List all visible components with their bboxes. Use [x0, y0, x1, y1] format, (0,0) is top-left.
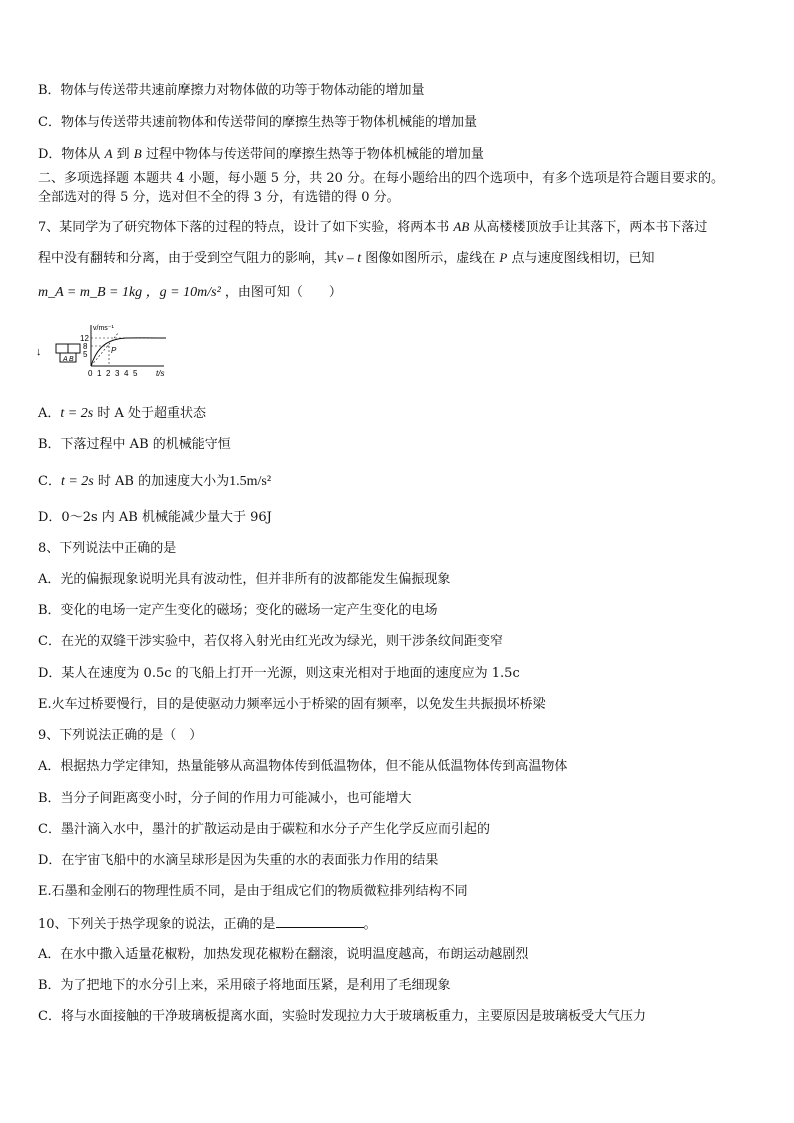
book-a: [56, 344, 68, 353]
q6-option-b: B．物体与传送带共速前摩擦力对物体做的功等于物体动能的增加量: [38, 83, 425, 98]
q10-option-c: C．将与水面接触的干净玻璃板提离水面，实验时发现拉力大于玻璃板重力，主要原因是玻璃板受大气压力: [38, 1009, 646, 1024]
section2-instructions-line1: 二、多项选择题 本题共 4 小题，每小题 5 分，共 20 分。在每小题给出的四个选项中，有多个选项是符合题目要求的。: [38, 171, 725, 186]
y-axis-unit: v/ms⁻¹: [93, 325, 114, 332]
q9-option-a: A．根据热力学定律知，热量能够从高温物体传到低温物体，但不能从低温物体传到高温物体: [38, 759, 568, 774]
q7-text-f: ，由图可知（ ）: [220, 285, 342, 300]
q6-option-d: [38, 145, 484, 164]
q7-option-c-label: C．: [38, 474, 61, 489]
q7-vt: v – t: [337, 251, 362, 266]
q7-stem-line3: [38, 284, 342, 302]
x-tick-0: 0: [88, 369, 93, 378]
x-tick-4: 4: [124, 369, 129, 378]
q7-text-e: 点与速度图线相切，已知: [507, 251, 655, 266]
q7-p: P: [499, 250, 508, 265]
q6-option-d-pre: D．物体从: [38, 147, 105, 162]
q8-option-e: E.火车过桥要慢行，目的是使驱动力频率远小于桥梁的固有频率，以免发生共振损坏桥梁: [38, 697, 546, 712]
q9-option-c: C．墨汁滴入水中，墨汁的扩散运动是由于碳粒和水分子产生化学反应而引起的: [38, 822, 490, 837]
q6-point-a: A: [104, 146, 113, 161]
q8-stem: 8、下列说法中正确的是: [38, 541, 177, 556]
y-tick-5: 5: [83, 350, 88, 359]
q7-option-c-value: 1.5m/s²: [229, 474, 272, 489]
q7-option-d: D．0～2s 内 AB 机械能减少量大于 96J: [38, 510, 272, 525]
q6-point-b: B: [133, 146, 142, 161]
q10-stem: [38, 915, 377, 934]
velocity-curve: [91, 338, 166, 366]
q9-option-e: E.石墨和金刚石的物理性质不同，是由于组成它们的物质微粒排列结构不同: [38, 884, 468, 899]
answer-blank: [276, 915, 364, 928]
section2-instructions-line2: 全部选对的得 5 分，选对但不全的得 3 分，有选错的得 0 分。: [38, 190, 400, 205]
q6-option-c: C．物体与传送带共速前物体和传送带间的摩擦生热等于物体机械能的增加量: [38, 115, 477, 130]
q10-stem-end: 。: [363, 917, 377, 932]
q8-option-b: B．变化的电场一定产生变化的磁场；变化的磁场一定产生变化的电场: [38, 603, 438, 618]
x-tick-3: 3: [115, 369, 120, 378]
y-tick-12: 12: [80, 334, 89, 343]
q8-option-d: D．某人在速度为 0.5c 的飞船上打开一光源，则这束光相对于地面的速度应为 1.5c: [38, 666, 520, 681]
book-b-top: [68, 344, 80, 353]
q8-option-c: C．在光的双缝干涉实验中，若仅将入射光由红光改为绿光，则干涉条纹间距变窄: [38, 634, 503, 649]
q7-option-a-text: 时 A 处于超重状态: [93, 406, 206, 421]
q7-option-c-time: t = 2s: [60, 474, 94, 489]
point-p-label: P: [111, 346, 117, 355]
book-label-b: B: [69, 356, 74, 363]
q7-text-c: 程中没有翻转和分离，由于受到空气阻力的影响，其: [38, 251, 338, 266]
q9-stem: 9、下列说法正确的是（ ）: [38, 728, 203, 743]
q7-text-a: 7、某同学为了研究物体下落的过程的特点，设计了如下实验，将两本书: [38, 220, 454, 235]
q10-option-a: A．在水中撒入适量花椒粉，加热发现花椒粉在翻滚，说明温度越高，布朗运动越剧烈: [38, 947, 529, 962]
q7-option-a-time: t = 2s: [60, 406, 94, 421]
y-tick-8: 8: [83, 342, 88, 351]
x-axis-unit: t/s: [156, 369, 165, 378]
q7-vt-graph: [36, 322, 176, 384]
q6-option-d-post: 过程中物体与传送带间的摩擦生热等于物体机械能的增加量: [141, 147, 484, 162]
q7-option-c: [38, 473, 271, 491]
q6-option-d-mid: 到: [112, 147, 134, 162]
q7-given-values: m_A = m_B = 1kg ，g = 10m/s²: [38, 285, 221, 300]
q7-ab: AB: [453, 219, 470, 234]
book-label-a: A: [63, 356, 68, 363]
q7-text-d: 图像如图所示，虚线在: [361, 251, 500, 266]
q8-option-a: A．光的偏振现象说明光具有波动性，但并非所有的波都能发生偏振现象: [38, 572, 451, 587]
q9-option-b: B．当分子间距离变小时，分子间的作用力可能减小，也可能增大: [38, 791, 412, 806]
q7-stem-line2: [38, 249, 654, 268]
x-tick-2: 2: [106, 369, 111, 378]
q10-stem-text: 10、下列关于热学现象的说法，正确的是: [38, 917, 276, 932]
falling-arrow: ↓: [36, 346, 42, 358]
q10-option-b: B．为了把地下的水分引上来，采用磙子将地面压紧，是利用了毛细现象: [38, 978, 451, 993]
q7-stem-line1: [38, 218, 707, 237]
q9-option-d: D．在宇宙飞船中的水滴呈球形是因为失重的水的表面张力作用的结果: [38, 853, 439, 868]
x-tick-5: 5: [133, 369, 138, 378]
q7-option-c-text: 时 AB 的加速度大小为: [93, 474, 230, 489]
x-tick-1: 1: [97, 369, 102, 378]
q7-option-a-label: A．: [38, 406, 61, 421]
q7-option-a: [38, 405, 206, 423]
q7-text-b: 从高楼楼顶放手让其落下，两本书下落过: [469, 220, 708, 235]
q7-option-b: B．下落过程中 AB 的机械能守恒: [38, 437, 231, 452]
